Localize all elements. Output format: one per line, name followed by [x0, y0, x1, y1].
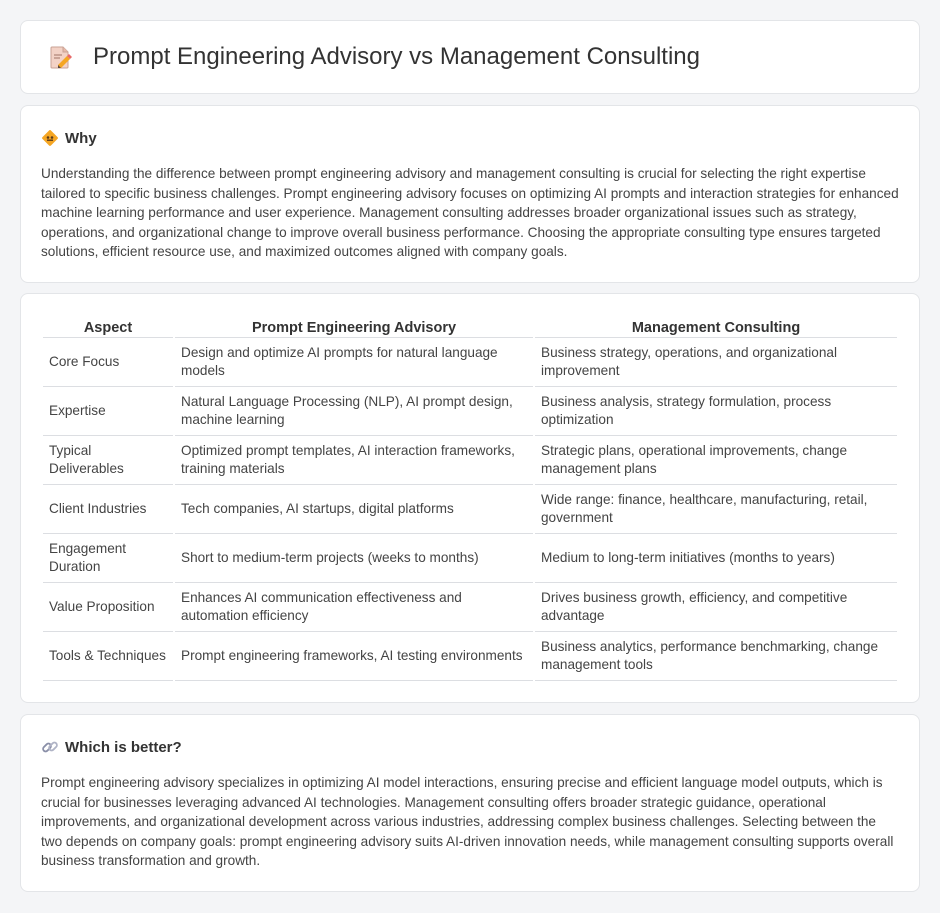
row-consulting-value: Business strategy, operations, and organizational improvement [535, 338, 897, 387]
row-prompt-value: Design and optimize AI prompts for natural language models [175, 338, 533, 387]
table-row [43, 338, 897, 387]
row-aspect: Value Proposition [43, 583, 173, 632]
row-consulting-value: Drives business growth, efficiency, and competitive advantage [535, 583, 897, 632]
row-consulting-value: Medium to long-term initiatives (months to years) [535, 534, 897, 583]
table-row [43, 534, 897, 583]
row-prompt-value: Tech companies, AI startups, digital platforms [175, 485, 533, 534]
row-prompt-value: Optimized prompt templates, AI interaction frameworks, training materials [175, 436, 533, 485]
row-prompt-value: Short to medium-term projects (weeks to months) [175, 534, 533, 583]
table-row [43, 387, 897, 436]
row-aspect: Client Industries [43, 485, 173, 534]
which-better-section [20, 714, 920, 892]
header-prompt-engineering: Prompt Engineering Advisory [175, 314, 533, 338]
table-row [43, 436, 897, 485]
comparison-section [20, 293, 920, 703]
table-header-row [43, 314, 897, 338]
row-consulting-value: Wide range: finance, healthcare, manufacturing, retail, government [535, 485, 897, 534]
row-prompt-value: Natural Language Processing (NLP), AI prompt design, machine learning [175, 387, 533, 436]
row-aspect: Expertise [43, 387, 173, 436]
better-header [41, 737, 899, 757]
page-title: Prompt Engineering Advisory vs Management Consulting [93, 43, 700, 70]
header-management-consulting: Management Consulting [535, 314, 897, 338]
row-prompt-value: Prompt engineering frameworks, AI testing environments [175, 632, 533, 681]
table-row [43, 583, 897, 632]
row-aspect: Typical Deliverables [43, 436, 173, 485]
row-aspect: Core Focus [43, 338, 173, 387]
why-heading: Why [65, 129, 97, 147]
better-text: Prompt engineering advisory specializes in optimizing AI model interactions, ensuring precise and efficient language model outputs, which is crucial for businesses leveraging advanced AI technologies. Management consulting offers broader strategic guidance, operational improvements, and organizational development across various industries, addressing complex business challenges. Selecting between the two depends on company goals: prompt engineering advisory suits AI-driven innovation needs, while management consulting supports overall business transformation and growth. [41, 775, 894, 869]
row-aspect: Engagement Duration [43, 534, 173, 583]
row-prompt-value: Enhances AI communication effectiveness and automation efficiency [175, 583, 533, 632]
title-card [20, 20, 920, 94]
comparison-table [41, 314, 899, 681]
table-row [43, 632, 897, 681]
why-section [20, 105, 920, 283]
better-heading: Which is better? [65, 738, 182, 756]
row-aspect: Tools & Techniques [43, 632, 173, 681]
row-consulting-value: Business analysis, strategy formulation, process optimization [535, 387, 897, 436]
table-row [43, 485, 897, 534]
why-text: Understanding the difference between prompt engineering advisory and management consulting is crucial for selecting the right expertise tailored to specific business challenges. Prompt engineering advisory focuses on optimizing AI prompts and interaction strategies for enhanced machine learning performance and user experience. Management consulting addresses broader organizational issues such as strategy, operations, and organizational change to improve overall business performance. Choosing the appropriate consulting type ensures targeted solutions, efficient resource use, and maximized outcomes aligned with company goals. [41, 166, 899, 260]
document-edit-icon [47, 44, 73, 70]
row-consulting-value: Strategic plans, operational improvements, change management plans [535, 436, 897, 485]
diamond-signpost-icon [41, 129, 59, 147]
why-header [41, 128, 899, 148]
link-icon [41, 738, 59, 756]
row-consulting-value: Business analytics, performance benchmarking, change management tools [535, 632, 897, 681]
header-aspect: Aspect [43, 314, 173, 338]
